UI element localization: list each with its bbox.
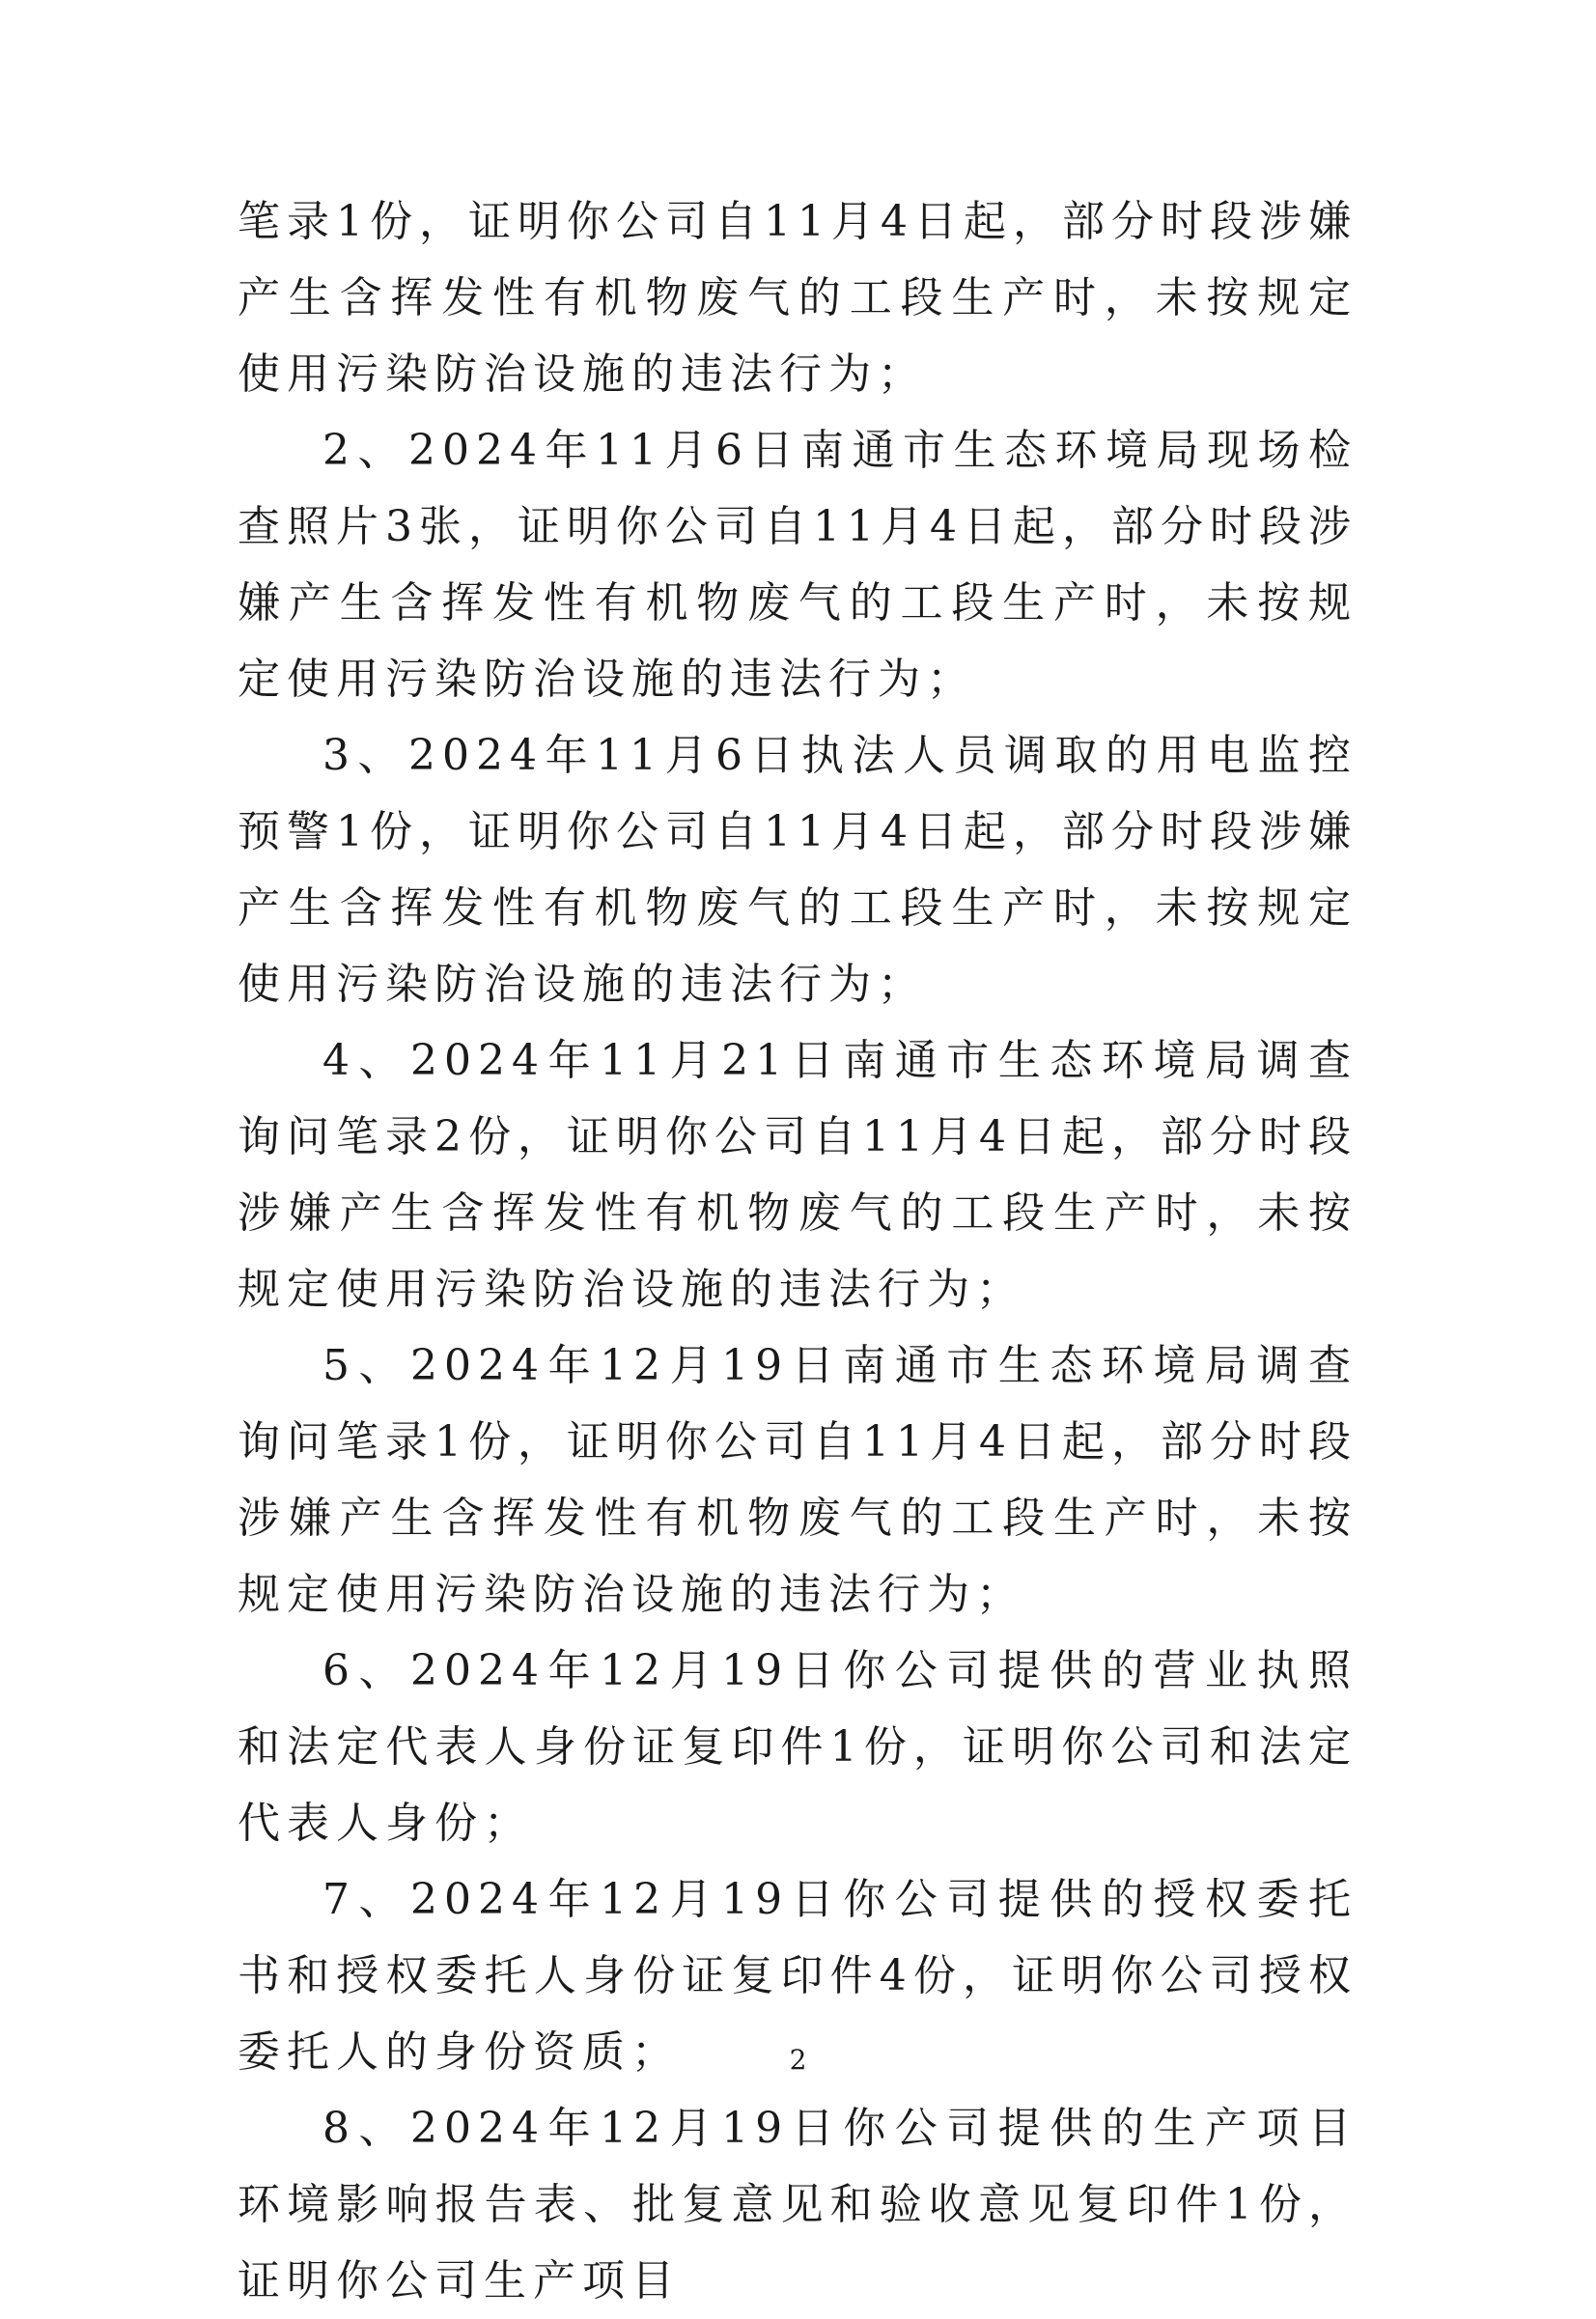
paragraph-evidence-3: 3、2024年11月6日执法人员调取的用电监控预警1份，证明你公司自11月4日起，部分时段涉嫌产生含挥发性有机物废气的工段生产时，未按规定使用污染防治设施的违法行为； bbox=[238, 731, 1358, 1009]
body-text bbox=[238, 183, 1358, 2319]
paragraph-evidence-7: 7、2024年12月19日你公司提供的授权委托书和授权委托人身份证复印件4份，证明你公司授权委托人的身份资质； bbox=[238, 1875, 1358, 2077]
page-number: 2 bbox=[789, 2044, 807, 2076]
paragraph-evidence-2: 2、2024年11月6日南通市生态环境局现场检查照片3张，证明你公司自11月4日起，部分时段涉嫌产生含挥发性有机物废气的工段生产时，未按规定使用污染防治设施的违法行为； bbox=[238, 426, 1358, 704]
paragraph-evidence-4: 4、2024年11月21日南通市生态环境局调查询问笔录2份，证明你公司自11月4日起，部分时段涉嫌产生含挥发性有机物废气的工段生产时，未按规定使用污染防治设施的违法行为； bbox=[238, 1036, 1358, 1314]
paragraph-evidence-8: 8、2024年12月19日你公司提供的生产项目环境影响报告表、批复意见和验收意见复印件1份，证明你公司生产项目 bbox=[238, 2104, 1358, 2305]
paragraph-continuation: 笔录1份，证明你公司自11月4日起，部分时段涉嫌产生含挥发性有机物废气的工段生产时，未按规定使用污染防治设施的违法行为； bbox=[238, 197, 1358, 399]
paragraph-evidence-6: 6、2024年12月19日你公司提供的营业执照和法定代表人身份证复印件1份，证明你公司和法定代表人身份； bbox=[238, 1646, 1358, 1848]
paragraph-evidence-5: 5、2024年12月19日南通市生态环境局调查询问笔录1份，证明你公司自11月4日起，部分时段涉嫌产生含挥发性有机物废气的工段生产时，未按规定使用污染防治设施的违法行为； bbox=[238, 1341, 1358, 1619]
